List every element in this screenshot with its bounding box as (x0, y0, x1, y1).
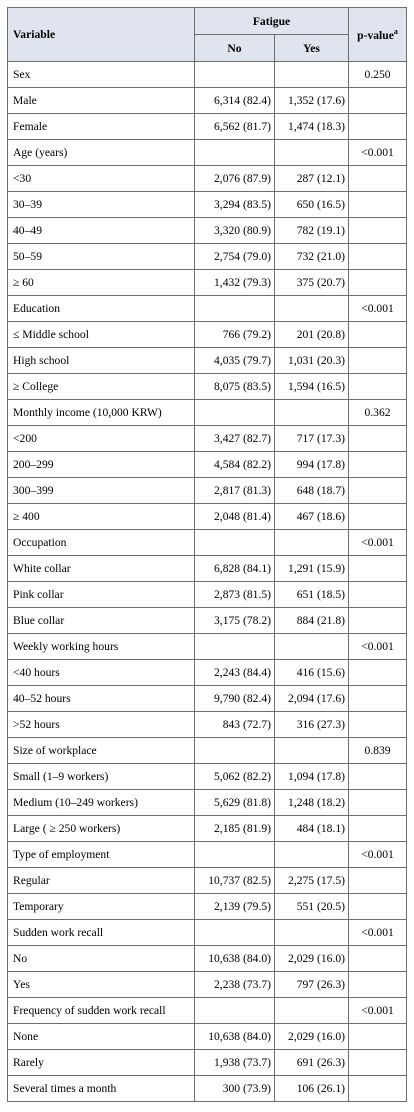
pvalue-cell (349, 322, 407, 348)
fatigue-no-cell (195, 842, 275, 868)
row-label: Monthly income (10,000 KRW) (8, 400, 195, 426)
fatigue-yes-cell: 484 (18.1) (275, 816, 349, 842)
pvalue-cell (349, 790, 407, 816)
pvalue-cell (349, 764, 407, 790)
fatigue-yes-cell: 1,594 (16.5) (275, 374, 349, 400)
fatigue-no-cell: 9,790 (82.4) (195, 686, 275, 712)
no-header: No (195, 35, 275, 62)
pvalue-cell: <0.001 (349, 634, 407, 660)
table-row (8, 920, 407, 946)
fatigue-no-cell (195, 140, 275, 166)
pvalue-cell: <0.001 (349, 530, 407, 556)
fatigue-yes-cell (275, 998, 349, 1024)
yes-header: Yes (275, 35, 349, 62)
table-row (8, 62, 407, 88)
fatigue-yes-cell: 994 (17.8) (275, 452, 349, 478)
row-label: Sex (8, 62, 195, 88)
fatigue-no-cell (195, 920, 275, 946)
pvalue-cell (349, 660, 407, 686)
fatigue-no-cell (195, 400, 275, 426)
fatigue-no-cell: 4,035 (79.7) (195, 348, 275, 374)
table-row (8, 374, 407, 400)
fatigue-yes-cell: 717 (17.3) (275, 426, 349, 452)
table-container (7, 7, 407, 1102)
pvalue-cell: 0.250 (349, 62, 407, 88)
fatigue-no-cell: 3,175 (78.2) (195, 608, 275, 634)
fatigue-no-cell (195, 634, 275, 660)
row-label: Large ( ≥ 250 workers) (8, 816, 195, 842)
fatigue-no-cell (195, 296, 275, 322)
row-label: Medium (10–249 workers) (8, 790, 195, 816)
fatigue-no-cell (195, 998, 275, 1024)
table-row (8, 660, 407, 686)
fatigue-no-cell: 2,076 (87.9) (195, 166, 275, 192)
row-label: Occupation (8, 530, 195, 556)
table-row (8, 400, 407, 426)
table-row (8, 972, 407, 998)
fatigue-no-cell: 8,075 (83.5) (195, 374, 275, 400)
pvalue-cell (349, 816, 407, 842)
pvalue-cell (349, 686, 407, 712)
row-label: Type of employment (8, 842, 195, 868)
row-label: ≥ College (8, 374, 195, 400)
table-row (8, 868, 407, 894)
pvalue-cell (349, 114, 407, 140)
fatigue-yes-cell: 1,352 (17.6) (275, 88, 349, 114)
row-label: 40–49 (8, 218, 195, 244)
pvalue-cell (349, 478, 407, 504)
fatigue-no-cell: 6,562 (81.7) (195, 114, 275, 140)
fatigue-yes-cell: 884 (21.8) (275, 608, 349, 634)
fatigue-yes-cell (275, 62, 349, 88)
row-label: <40 hours (8, 660, 195, 686)
table-row (8, 608, 407, 634)
fatigue-yes-cell: 2,029 (16.0) (275, 1024, 349, 1050)
table-row (8, 114, 407, 140)
table-row (8, 348, 407, 374)
fatigue-no-cell: 6,828 (84.1) (195, 556, 275, 582)
fatigue-no-cell: 3,427 (82.7) (195, 426, 275, 452)
table-row (8, 946, 407, 972)
row-label: Temporary (8, 894, 195, 920)
pvalue-cell (349, 452, 407, 478)
fatigue-no-cell: 2,048 (81.4) (195, 504, 275, 530)
table-row (8, 426, 407, 452)
table-row (8, 712, 407, 738)
fatigue-no-cell: 766 (79.2) (195, 322, 275, 348)
pvalue-cell: <0.001 (349, 140, 407, 166)
row-label: None (8, 1024, 195, 1050)
fatigue-no-cell: 3,294 (83.5) (195, 192, 275, 218)
table-row (8, 790, 407, 816)
fatigue-no-cell (195, 62, 275, 88)
table-row (8, 816, 407, 842)
table-row (8, 530, 407, 556)
table-row (8, 634, 407, 660)
table-row (8, 998, 407, 1024)
row-label: 30–39 (8, 192, 195, 218)
pvalue-cell (349, 556, 407, 582)
pvalue-cell (349, 1050, 407, 1076)
table-row (8, 88, 407, 114)
fatigue-no-cell: 10,737 (82.5) (195, 868, 275, 894)
table-row (8, 1050, 407, 1076)
table-row (8, 842, 407, 868)
pvalue-cell (349, 894, 407, 920)
pvalue-cell (349, 608, 407, 634)
fatigue-yes-cell: 1,031 (20.3) (275, 348, 349, 374)
fatigue-yes-cell: 2,029 (16.0) (275, 946, 349, 972)
pvalue-cell (349, 270, 407, 296)
fatigue-no-cell: 1,432 (79.3) (195, 270, 275, 296)
fatigue-no-cell: 2,185 (81.9) (195, 816, 275, 842)
row-label: 50–59 (8, 244, 195, 270)
table-row (8, 192, 407, 218)
fatigue-yes-cell: 650 (16.5) (275, 192, 349, 218)
pvalue-cell (349, 868, 407, 894)
pvalue-cell (349, 712, 407, 738)
fatigue-no-cell: 3,320 (80.9) (195, 218, 275, 244)
fatigue-yes-cell: 375 (20.7) (275, 270, 349, 296)
fatigue-no-cell: 10,638 (84.0) (195, 946, 275, 972)
pvalue-cell (349, 88, 407, 114)
fatigue-yes-cell: 201 (20.8) (275, 322, 349, 348)
row-label: 40–52 hours (8, 686, 195, 712)
row-label: Small (1–9 workers) (8, 764, 195, 790)
table-body (8, 62, 407, 1102)
table-row (8, 556, 407, 582)
row-label: Education (8, 296, 195, 322)
row-label: Rarely (8, 1050, 195, 1076)
row-label: <200 (8, 426, 195, 452)
pvalue-cell (349, 244, 407, 270)
fatigue-yes-cell (275, 400, 349, 426)
fatigue-no-cell (195, 738, 275, 764)
fatigue-no-cell: 2,817 (81.3) (195, 478, 275, 504)
row-label: <30 (8, 166, 195, 192)
pvalue-footnote-marker: a (393, 27, 398, 37)
fatigue-yes-cell: 1,094 (17.8) (275, 764, 349, 790)
fatigue-no-cell: 1,938 (73.7) (195, 1050, 275, 1076)
row-label: >52 hours (8, 712, 195, 738)
table-row (8, 478, 407, 504)
row-label: ≤ Middle school (8, 322, 195, 348)
row-label: No (8, 946, 195, 972)
pvalue-label: p-value (357, 28, 394, 42)
table-row (8, 140, 407, 166)
row-label: Regular (8, 868, 195, 894)
pvalue-cell (349, 426, 407, 452)
fatigue-yes-cell: 106 (26.1) (275, 1076, 349, 1102)
row-label: High school (8, 348, 195, 374)
fatigue-yes-cell: 1,291 (15.9) (275, 556, 349, 582)
row-label: Pink collar (8, 582, 195, 608)
table-row (8, 244, 407, 270)
fatigue-yes-cell: 1,474 (18.3) (275, 114, 349, 140)
pvalue-cell (349, 218, 407, 244)
fatigue-no-cell (195, 530, 275, 556)
table-row (8, 738, 407, 764)
fatigue-yes-cell: 287 (12.1) (275, 166, 349, 192)
fatigue-no-cell: 2,754 (79.0) (195, 244, 275, 270)
table-row (8, 1024, 407, 1050)
fatigue-yes-cell (275, 140, 349, 166)
table-row (8, 296, 407, 322)
pvalue-cell (349, 972, 407, 998)
row-label: Several times a month (8, 1076, 195, 1102)
fatigue-yes-cell: 2,094 (17.6) (275, 686, 349, 712)
row-label: 200–299 (8, 452, 195, 478)
fatigue-yes-cell: 316 (27.3) (275, 712, 349, 738)
table-row (8, 452, 407, 478)
row-label: Blue collar (8, 608, 195, 634)
fatigue-no-cell: 300 (73.9) (195, 1076, 275, 1102)
row-label: Female (8, 114, 195, 140)
pvalue-cell (349, 374, 407, 400)
row-label: 300–399 (8, 478, 195, 504)
pvalue-cell (349, 582, 407, 608)
pvalue-cell (349, 348, 407, 374)
table-row (8, 764, 407, 790)
table-row (8, 166, 407, 192)
fatigue-no-cell: 2,238 (73.7) (195, 972, 275, 998)
fatigue-yes-cell: 551 (20.5) (275, 894, 349, 920)
fatigue-yes-cell: 2,275 (17.5) (275, 868, 349, 894)
pvalue-header (349, 8, 407, 62)
fatigue-yes-cell: 732 (21.0) (275, 244, 349, 270)
fatigue-yes-cell: 782 (19.1) (275, 218, 349, 244)
fatigue-yes-cell (275, 634, 349, 660)
table-row (8, 582, 407, 608)
fatigue-yes-cell (275, 920, 349, 946)
fatigue-no-cell: 10,638 (84.0) (195, 1024, 275, 1050)
table-row (8, 322, 407, 348)
fatigue-no-cell: 2,873 (81.5) (195, 582, 275, 608)
fatigue-header: Fatigue (195, 8, 349, 35)
table-row (8, 218, 407, 244)
pvalue-cell: 0.362 (349, 400, 407, 426)
row-label: Male (8, 88, 195, 114)
pvalue-cell (349, 1076, 407, 1102)
pvalue-cell (349, 166, 407, 192)
fatigue-yes-cell: 1,248 (18.2) (275, 790, 349, 816)
table-row (8, 686, 407, 712)
fatigue-no-cell: 2,139 (79.5) (195, 894, 275, 920)
fatigue-yes-cell (275, 296, 349, 322)
fatigue-yes-cell: 467 (18.6) (275, 504, 349, 530)
row-label: Size of workplace (8, 738, 195, 764)
fatigue-yes-cell (275, 738, 349, 764)
fatigue-no-cell: 5,062 (82.2) (195, 764, 275, 790)
table-row (8, 504, 407, 530)
pvalue-cell (349, 946, 407, 972)
fatigue-yes-cell: 416 (15.6) (275, 660, 349, 686)
table-row (8, 1076, 407, 1102)
row-label: White collar (8, 556, 195, 582)
row-label: ≥ 400 (8, 504, 195, 530)
fatigue-yes-cell: 648 (18.7) (275, 478, 349, 504)
pvalue-cell (349, 504, 407, 530)
row-label: ≥ 60 (8, 270, 195, 296)
table-row (8, 270, 407, 296)
fatigue-yes-cell (275, 530, 349, 556)
fatigue-yes-cell: 691 (26.3) (275, 1050, 349, 1076)
table-row (8, 894, 407, 920)
pvalue-cell: <0.001 (349, 920, 407, 946)
row-label: Frequency of sudden work recall (8, 998, 195, 1024)
row-label: Sudden work recall (8, 920, 195, 946)
row-label: Yes (8, 972, 195, 998)
fatigue-yes-cell (275, 842, 349, 868)
fatigue-no-cell: 2,243 (84.4) (195, 660, 275, 686)
fatigue-yes-cell: 651 (18.5) (275, 582, 349, 608)
fatigue-no-cell: 6,314 (82.4) (195, 88, 275, 114)
table-header (8, 8, 407, 62)
row-label: Weekly working hours (8, 634, 195, 660)
fatigue-table (7, 7, 407, 1102)
pvalue-cell: 0.839 (349, 738, 407, 764)
pvalue-cell (349, 1024, 407, 1050)
pvalue-cell: <0.001 (349, 296, 407, 322)
pvalue-cell (349, 192, 407, 218)
fatigue-no-cell: 4,584 (82.2) (195, 452, 275, 478)
pvalue-cell: <0.001 (349, 842, 407, 868)
variable-header: Variable (8, 8, 195, 62)
row-label: Age (years) (8, 140, 195, 166)
fatigue-no-cell: 5,629 (81.8) (195, 790, 275, 816)
pvalue-cell: <0.001 (349, 998, 407, 1024)
fatigue-yes-cell: 797 (26.3) (275, 972, 349, 998)
fatigue-no-cell: 843 (72.7) (195, 712, 275, 738)
